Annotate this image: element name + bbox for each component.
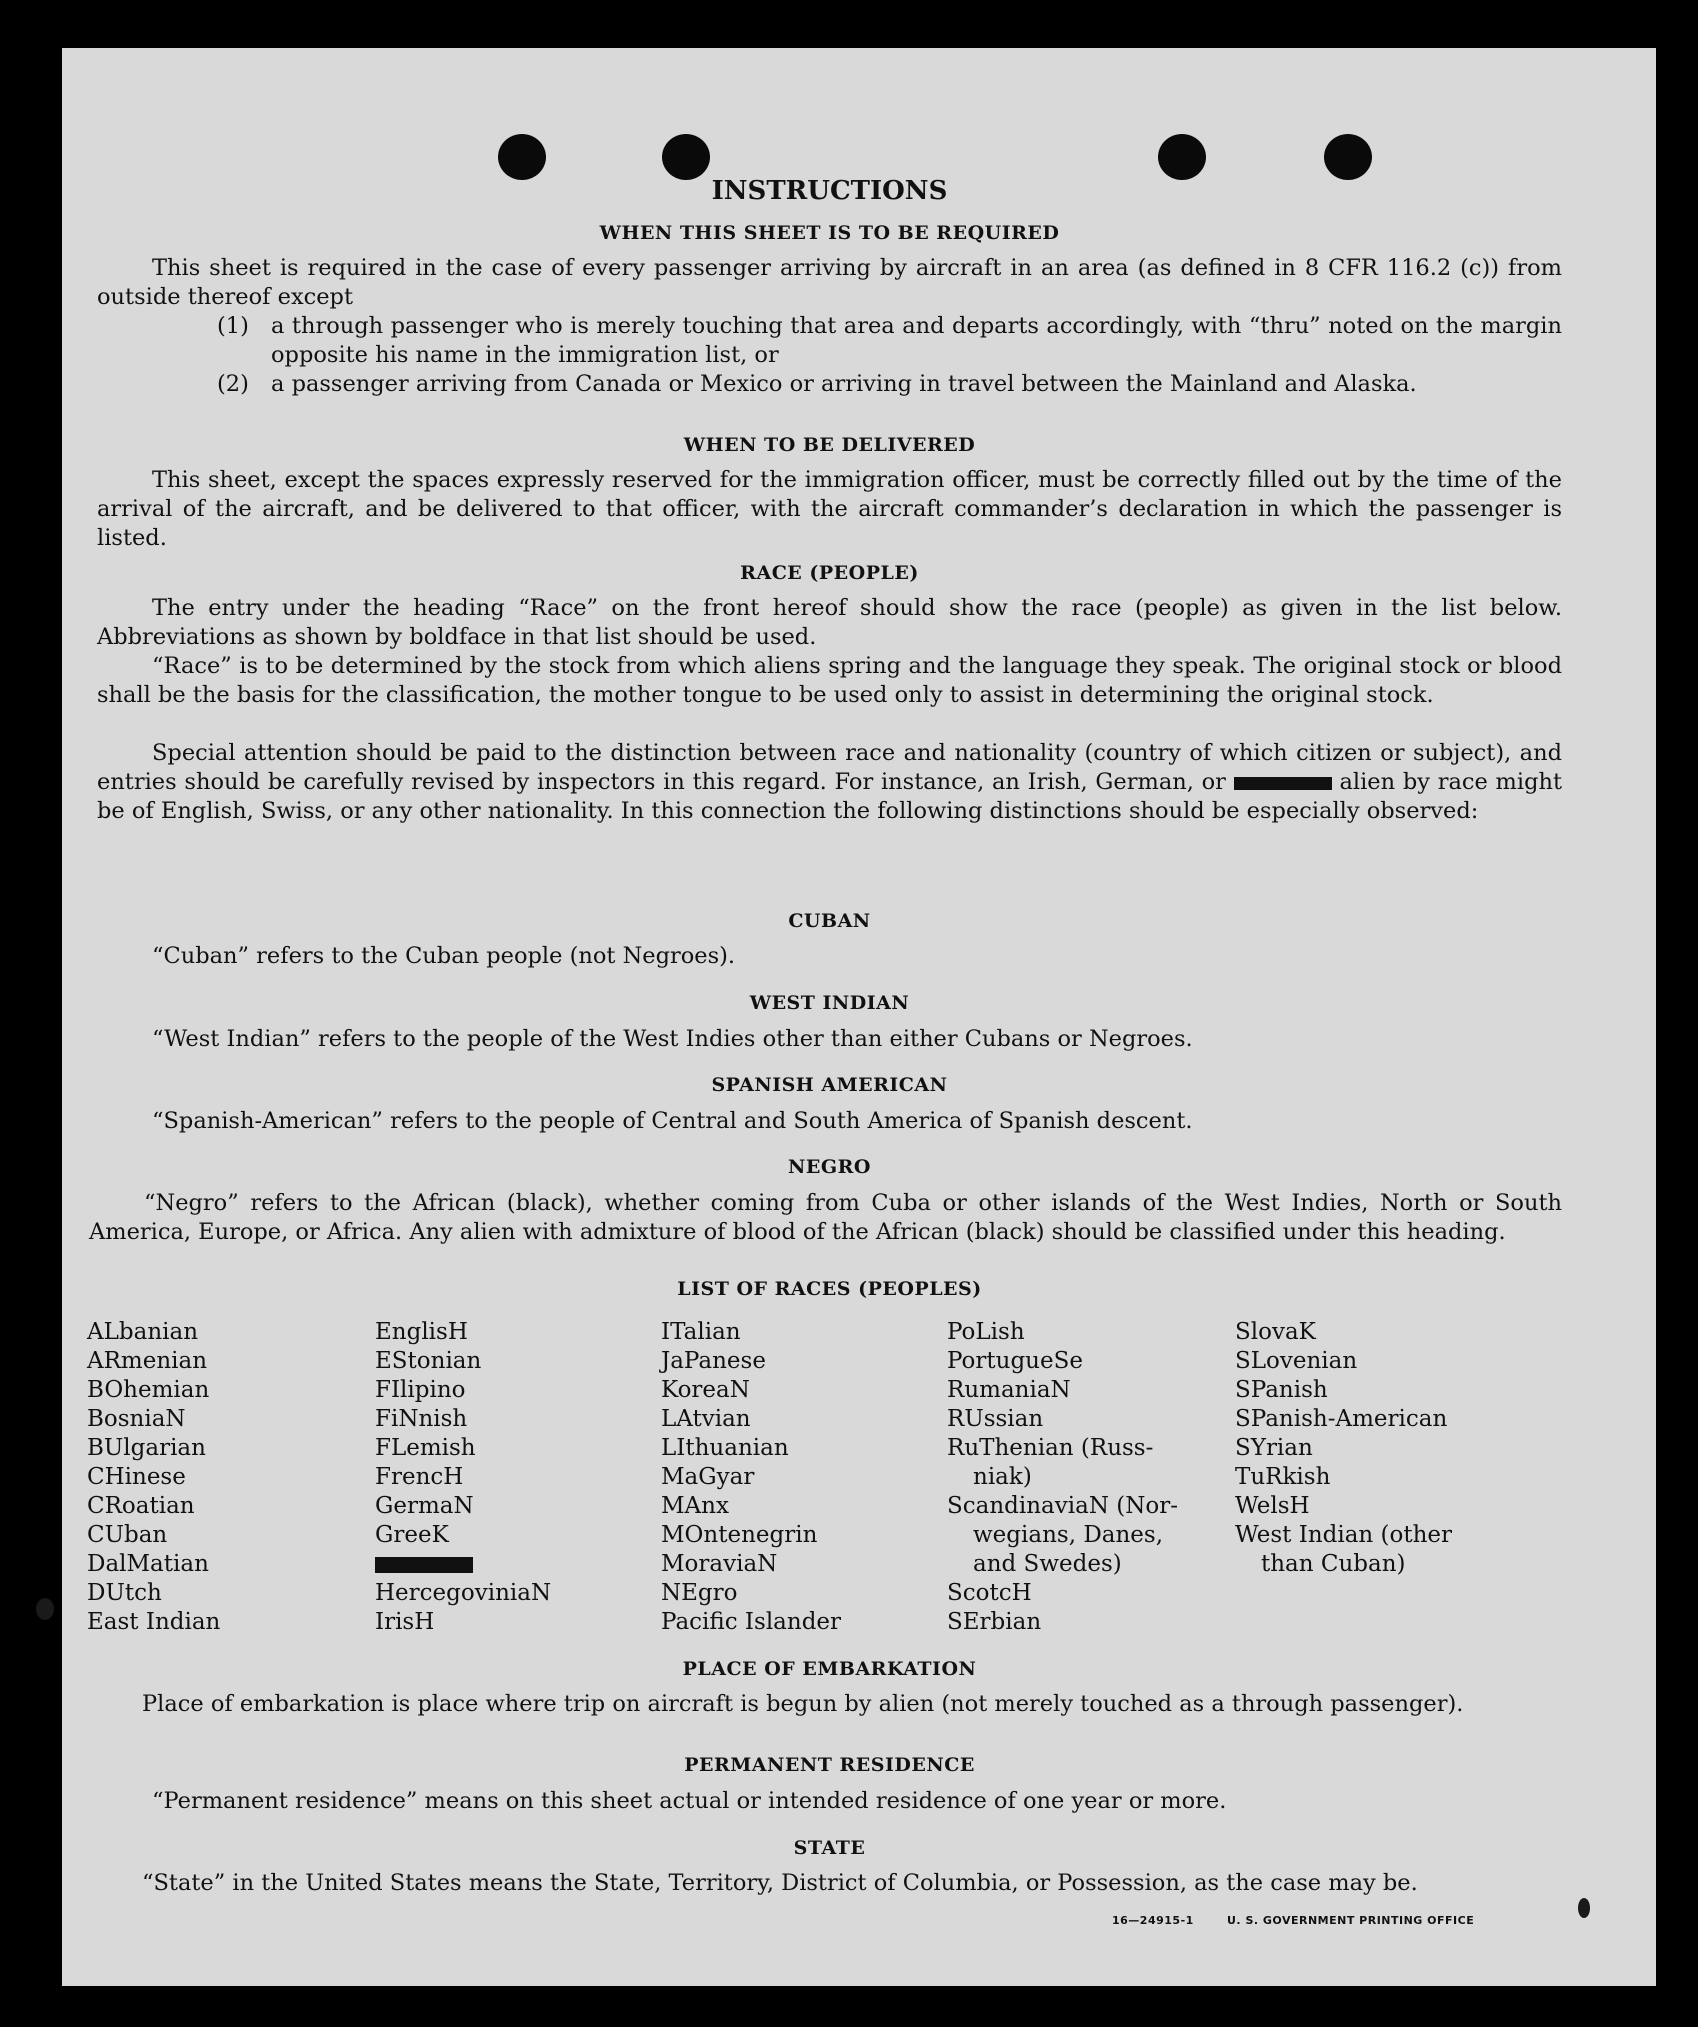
punch-hole [1324, 134, 1372, 180]
heading-permanent-residence: PERMANENT RESIDENCE [684, 1754, 975, 1776]
race-entry: ScotcH [947, 1580, 1032, 1606]
item-text: a passenger arriving from Canada or Mexico or arriving in travel between the Mainland and Alaska. [271, 371, 1417, 397]
race-entry: GreeK [375, 1522, 449, 1548]
race-entry: NEgro [661, 1580, 738, 1606]
paragraph-when-required: This sheet is required in the case of every passenger arriving by aircraft in an area (as defined in 8 CFR 116.2 (c)) from outside thereof except [97, 255, 1562, 310]
race-entry: GermaN [375, 1493, 474, 1519]
race-entry: Pacific Islander [661, 1609, 842, 1635]
race-entry-continued: wegians, Danes, [973, 1522, 1164, 1548]
race-entry: ARmenian [87, 1348, 208, 1374]
race-entry: MOntenegrin [661, 1522, 818, 1548]
race-text-part-2: alien by race might be of English, Swiss, or any other nationality. In this connection the following distinctions should be especially observed: [97, 769, 1563, 824]
punch-hole [1158, 134, 1206, 180]
printer-imprint: U. S. GOVERNMENT PRINTING OFFICE [1227, 1914, 1475, 1927]
race-entry: IrisH [375, 1609, 435, 1635]
race-entry: RumaniaN [947, 1377, 1071, 1403]
race-entry: RuThenian (Russ- [947, 1435, 1154, 1461]
race-column-3 [661, 1318, 841, 1637]
race-entry: LIthuanian [661, 1435, 789, 1461]
race-entry: EnglisH [375, 1319, 468, 1345]
heading-spanish-american: SPANISH AMERICAN [711, 1074, 948, 1096]
punch-hole [662, 134, 710, 180]
item-text: a through passenger who is merely touching that area and departs accordingly, with “thru” noted on the margin opposite his name in the immigration list, or [271, 313, 1562, 368]
race-entry: TuRkish [1235, 1464, 1331, 1490]
paragraph-race-1: The entry under the heading “Race” on the front hereof should show the race (people) as given in the list below. Abbreviations as shown by boldface in that list should be used. [97, 595, 1562, 650]
race-entry: FrencH [375, 1464, 464, 1490]
paragraph-west-indian: “West Indian” refers to the people of the West Indies other than either Cubans or Negroes. [152, 1026, 1193, 1052]
paragraph-embarkation: Place of embarkation is place where trip on aircraft is begun by alien (not merely touched as a through passenger). [142, 1691, 1464, 1717]
paragraph-spanish-american: “Spanish-American” refers to the people of Central and South America of Spanish descent. [152, 1108, 1193, 1134]
race-entry: BosniaN [87, 1406, 186, 1432]
paragraph-state: “State” in the United States means the State, Territory, District of Columbia, or Possession, as the case may be. [142, 1870, 1418, 1896]
paragraph-residence: “Permanent residence” means on this sheet actual or intended residence of one year or more. [152, 1788, 1227, 1814]
heading-when-delivered: WHEN TO BE DELIVERED [683, 434, 976, 456]
paragraph-race-3 [97, 739, 1562, 826]
race-entry: SPanish [1235, 1377, 1328, 1403]
race-entry: MAnx [661, 1493, 729, 1519]
race-entry: SPanish-American [1235, 1406, 1448, 1432]
race-entry: LAtvian [661, 1406, 751, 1432]
heading-list-of-races: LIST OF RACES (PEOPLES) [677, 1278, 982, 1300]
race-entry: CHinese [87, 1464, 186, 1490]
race-column-5 [1235, 1318, 1452, 1579]
race-entry: HercegoviniaN [375, 1580, 552, 1606]
race-entry: SlovaK [1235, 1319, 1316, 1345]
race-entry: ALbanian [87, 1319, 199, 1345]
race-entry-continued: and Swedes) [973, 1551, 1122, 1577]
race-entry: FiNnish [375, 1406, 468, 1432]
race-entry: WelsH [1235, 1493, 1310, 1519]
heading-place-of-embarkation: PLACE OF EMBARKATION [682, 1658, 977, 1680]
race-entry: PortugueSe [947, 1348, 1083, 1374]
redaction-mark [375, 1557, 473, 1573]
race-entry-continued: than Cuban) [1261, 1551, 1406, 1577]
race-entry: West Indian (other [1235, 1522, 1453, 1548]
heading-negro: NEGRO [788, 1156, 871, 1178]
heading-cuban: CUBAN [788, 910, 871, 932]
redaction-mark [1234, 777, 1332, 790]
race-entry: PoLish [947, 1319, 1025, 1345]
ink-speck [36, 1598, 54, 1620]
race-entry: DUtch [87, 1580, 162, 1606]
race-entry: SLovenian [1235, 1348, 1358, 1374]
item-number: (2) [217, 371, 249, 397]
heading-west-indian: WEST INDIAN [749, 992, 910, 1014]
race-entry: RUssian [947, 1406, 1044, 1432]
paragraph-race-2: “Race” is to be determined by the stock from which aliens spring and the language they speak. The original stock or blood shall be the basis for the classification, the mother tongue to be used only to assist in determining the original stock. [97, 653, 1562, 708]
heading-race: RACE (PEOPLE) [740, 562, 919, 584]
race-entry: East Indian [87, 1609, 221, 1635]
race-column-1 [87, 1318, 220, 1637]
item-number: (1) [217, 313, 249, 339]
race-entry: MoraviaN [661, 1551, 778, 1577]
document-page [62, 48, 1656, 1986]
race-entry: BUlgarian [87, 1435, 206, 1461]
race-entry: FIlipino [375, 1377, 466, 1403]
race-text-part-1: Special attention should be paid to the distinction between race and nationality (country of which citizen or subject), and entries should be carefully revised by inspectors in this regard. For instance, an Irish, German, or [97, 740, 1562, 795]
race-entry: CUban [87, 1522, 168, 1548]
race-entry: DalMatian [87, 1551, 209, 1577]
heading-when-required: WHEN THIS SHEET IS TO BE REQUIRED [599, 222, 1060, 244]
ink-speck [1578, 1898, 1590, 1918]
heading-state: STATE [793, 1837, 866, 1859]
race-entry: MaGyar [661, 1464, 755, 1490]
paragraph-when-delivered: This sheet, except the spaces expressly reserved for the immigration officer, must be correctly filled out by the time of the arrival of the aircraft, and be delivered to that officer, with the aircraft commander’s declaration in which the passenger is listed. [97, 467, 1562, 551]
race-entry: ScandinaviaN (Nor- [947, 1493, 1178, 1519]
race-entry: BOhemian [87, 1377, 210, 1403]
race-entry: EStonian [375, 1348, 482, 1374]
race-entry: SYrian [1235, 1435, 1313, 1461]
punch-hole [498, 134, 546, 180]
redacted-race-entry [375, 1550, 551, 1579]
race-entry: KoreaN [661, 1377, 750, 1403]
race-entry: FLemish [375, 1435, 476, 1461]
page-title: INSTRUCTIONS [711, 176, 948, 206]
race-entry: SErbian [947, 1609, 1042, 1635]
race-entry-continued: niak) [973, 1464, 1032, 1490]
race-entry: CRoatian [87, 1493, 195, 1519]
race-entry: ITalian [661, 1319, 741, 1345]
form-number: 16—24915-1 [1112, 1914, 1194, 1927]
race-column-2 [375, 1318, 551, 1637]
race-entry: JaPanese [661, 1348, 766, 1374]
paragraph-negro: “Negro” refers to the African (black), whether coming from Cuba or other islands of the West Indies, North or South America, Europe, or Africa. Any alien with admixture of blood of the African (black) should be classified under this heading. [89, 1190, 1562, 1245]
race-column-4 [947, 1318, 1178, 1637]
paragraph-cuban: “Cuban” refers to the Cuban people (not Negroes). [152, 943, 736, 969]
